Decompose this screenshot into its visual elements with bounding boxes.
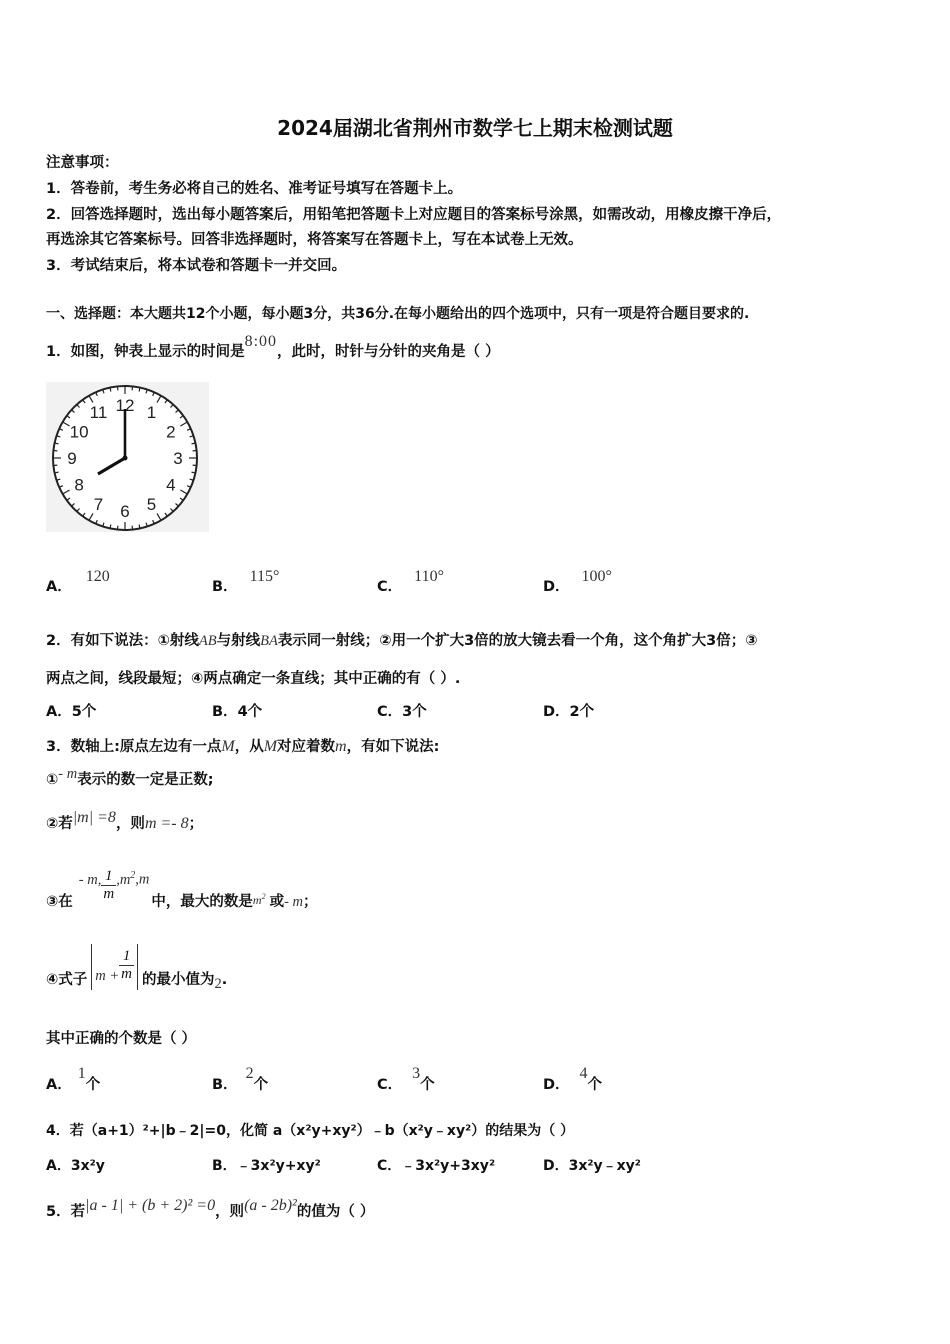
q1-option-b[interactable]: B．115° xyxy=(212,568,280,595)
clock-number: 7 xyxy=(93,494,104,514)
q2-option-b[interactable]: B．4个 xyxy=(212,704,263,720)
q3-option-d[interactable]: D．4个 xyxy=(543,1065,603,1093)
question-3-stem: 3．数轴上:原点左边有一点M，从M对应着数m，有如下说法: xyxy=(46,738,440,755)
clock-number: 5 xyxy=(146,494,157,514)
page-title: 2024届湖北省荆州市数学七上期末检测试题 xyxy=(277,116,673,140)
q2-option-c[interactable]: C．3个 xyxy=(377,704,427,720)
clock-tick xyxy=(192,443,196,444)
notice-item-2b: 再选涂其它答案标号。回答非选择题时，将答案写在答题卡上，写在本试卷上无效。 xyxy=(46,232,583,248)
notice-item-1: 1．答卷前，考生务必将自己的姓名、准考证号填写在答题卡上。 xyxy=(46,181,463,197)
clock-number: 3 xyxy=(173,449,183,468)
clock-tick xyxy=(110,525,111,529)
clock-number: 8 xyxy=(74,475,84,495)
clock-tick xyxy=(110,388,111,392)
q3-option-c[interactable]: C．3个 xyxy=(377,1065,435,1093)
q3-conclusion: 其中正确的个数是（ ） xyxy=(46,1031,197,1047)
clock-number: 9 xyxy=(67,449,77,468)
q4-option-a[interactable]: A．3x²y xyxy=(46,1158,105,1174)
clock-tick xyxy=(55,472,59,473)
question-4-stem: 4．若（a+1）²+|b﹣2|=0，化简 a（x²y+xy²）﹣b（x²y﹣xy²）的结果为（ ） xyxy=(46,1123,575,1139)
question-2-line-2: 两点之间，线段最短；④两点确定一条直线；其中正确的有（ ）. xyxy=(46,671,461,687)
clock-number: 10 xyxy=(69,422,89,442)
question-1-stem: 1．如图，钟表上显示的时间是8:00，此时，时针与分针的夹角是（ ） xyxy=(46,333,500,360)
clock-number: 12 xyxy=(115,396,135,415)
q3-statement-4: ④式子 m + $\frac{1}{m}$ 的最小值为2. xyxy=(46,944,227,990)
clock-tick xyxy=(55,443,59,444)
question-2-line-1: 2．有如下说法：①射线AB与射线BA表示同一射线；②用一个扩大3倍的放大镜去看一个角，这个角扩大3倍；③ xyxy=(46,633,758,649)
q2-option-a[interactable]: A．5个 xyxy=(46,704,97,720)
clock-number: 4 xyxy=(166,475,176,495)
clock-number: 2 xyxy=(166,422,176,442)
q1-option-c[interactable]: C．110° xyxy=(377,568,444,595)
clock-number: 6 xyxy=(120,502,130,521)
q3-option-a[interactable]: A．1个 xyxy=(46,1065,101,1093)
clock-tick xyxy=(192,472,196,473)
clock-tick xyxy=(139,525,140,529)
clock-icon xyxy=(46,382,209,532)
clock-image xyxy=(46,382,209,532)
q1-option-a[interactable]: A．120 xyxy=(46,568,110,595)
notice-item-2a: 2．回答选择题时，选出每小题答案后，用铅笔把答题卡上对应题目的答案标号涂黑，如需改动，用橡皮擦干净后， xyxy=(46,207,782,223)
clock-number: 1 xyxy=(146,403,157,423)
q4-option-b[interactable]: B．﹣3x²y+xy² xyxy=(212,1158,321,1174)
q4-option-c[interactable]: C．﹣3x²y+3xy² xyxy=(377,1158,496,1174)
clock-tick xyxy=(139,388,140,392)
q3-statement-2: ②若|m| =8，则m =- 8； xyxy=(46,809,204,832)
q3-statement-3: ③在- m, $\frac{1}{m}$ $,m^2,m$中，最大的数是$_{m^2}$ 或- m； xyxy=(46,868,318,910)
q4-option-d[interactable]: D．3x²y﹣xy² xyxy=(543,1158,641,1174)
q2-option-d[interactable]: D．2个 xyxy=(543,704,595,720)
notice-item-3: 3．考试结束后，将本试卷和答题卡一并交回。 xyxy=(46,258,347,274)
time-value: 8:00 xyxy=(244,333,278,350)
q3-option-b[interactable]: B．2个 xyxy=(212,1065,269,1093)
notice-heading: 注意事项： xyxy=(46,155,119,171)
q3-statement-1: ①- m表示的数一定是正数; xyxy=(46,766,214,788)
section-heading: 一、选择题：本大题共12个小题，每小题3分，共36分.在每小题给出的四个选项中，只有一项是符合题目要求的. xyxy=(46,306,750,322)
clock-number: 11 xyxy=(89,403,108,423)
q1-option-d[interactable]: D．100° xyxy=(543,568,612,595)
question-5-stem: 5．若|a - 1| + (b + 2)² =0，则(a - 2b)²的值为（ ） xyxy=(46,1197,375,1220)
